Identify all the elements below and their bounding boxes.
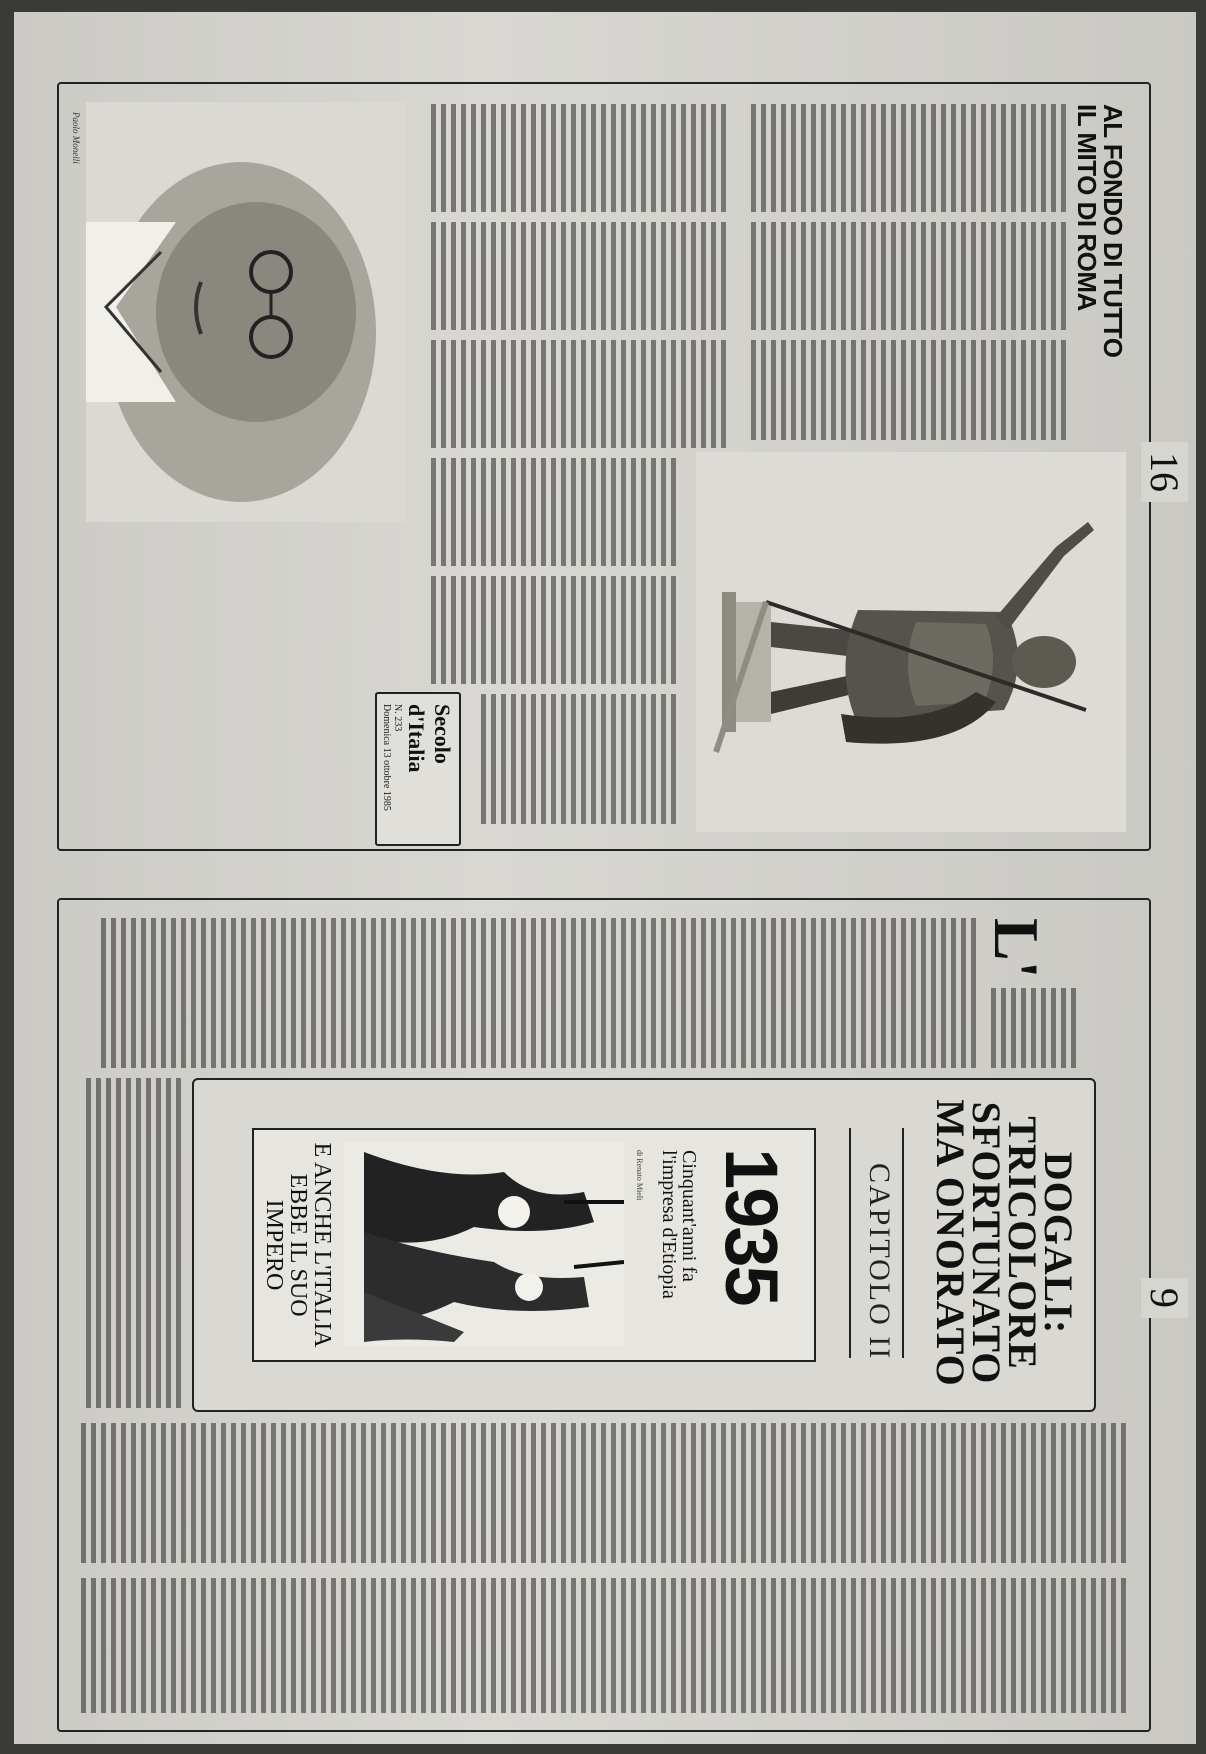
page-number: 16	[1141, 442, 1188, 502]
headline-line-1: AL FONDO DI TUTTO	[1098, 104, 1128, 358]
text-column	[986, 988, 1076, 1068]
text-column	[746, 222, 1066, 330]
cover-author: di Renato Mieli	[635, 1150, 644, 1201]
augustus-statue-photo	[696, 452, 1126, 832]
mussolini-portrait-photo	[86, 102, 406, 522]
chapter-rule-top	[902, 1128, 904, 1358]
cover-subtitle	[659, 1150, 699, 1350]
text-column	[96, 918, 976, 1068]
text-column	[426, 458, 676, 566]
text-column	[746, 104, 1066, 212]
cover-subtitle-line-2: l'impresa d'Etiopia	[658, 1150, 680, 1299]
photo-credit: Paolo Monelli	[71, 112, 81, 164]
title-line-4: MA ONORATO	[928, 1099, 973, 1387]
book-cover	[252, 1128, 816, 1362]
drop-cap: L'	[981, 918, 1052, 979]
page-16	[14, 12, 1196, 878]
title-line-3: SFORTUNATO	[964, 1101, 1009, 1385]
title-line-1: DOGALI:	[1036, 1151, 1081, 1335]
masthead-stamp	[375, 692, 461, 846]
text-column	[476, 694, 676, 824]
text-column	[426, 104, 726, 212]
chapter-label: CAPITOLO II	[863, 1163, 896, 1361]
cover-bottom-title	[262, 1140, 334, 1350]
masthead-number: N. 233	[392, 704, 403, 732]
text-column	[86, 1078, 181, 1408]
newspaper-spread	[14, 12, 1196, 1744]
cover-bottom-line-1: E ANCHE L'ITALIA	[309, 1142, 335, 1348]
page-16-headline	[1074, 104, 1126, 434]
cover-year: 1935	[710, 1148, 793, 1305]
article-title	[928, 1098, 1081, 1388]
cover-soldiers-illustration	[344, 1142, 624, 1346]
text-column	[426, 576, 676, 684]
page-number: 9	[1141, 1278, 1188, 1318]
cover-bottom-line-2: EBBE IL SUO IMPERO	[261, 1173, 311, 1317]
text-column	[81, 1578, 1126, 1713]
masthead-date: Domenica 13 ottobre 1985	[381, 704, 392, 811]
text-column	[426, 222, 726, 330]
cover-subtitle-line-1: Cinquant'anni fa	[678, 1150, 700, 1282]
masthead-title: Secolo d'Italia	[404, 704, 455, 773]
text-column	[81, 1423, 1126, 1563]
chapter-rule-bottom	[849, 1128, 851, 1358]
title-line-2: TRICOLORE	[1000, 1116, 1045, 1370]
page-9	[14, 878, 1196, 1744]
headline-line-2: IL MITO DI ROMA	[1072, 104, 1102, 311]
text-column	[426, 340, 726, 448]
text-column	[746, 340, 1066, 440]
rotated-spread	[14, 12, 1196, 1744]
